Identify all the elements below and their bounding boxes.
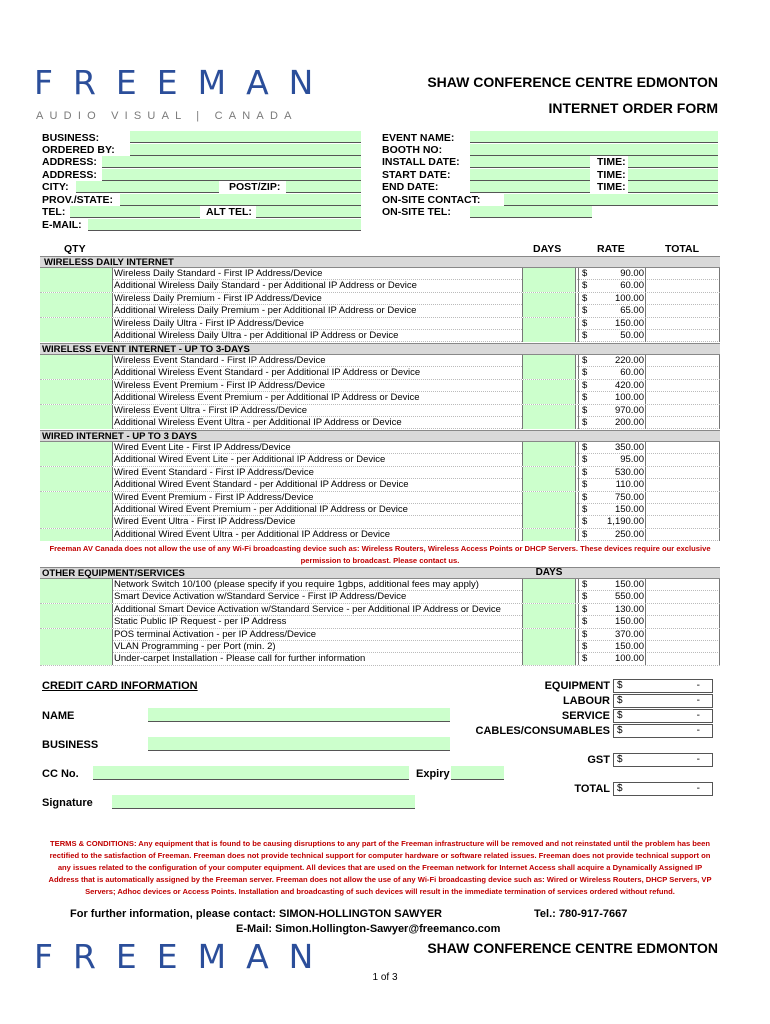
item-total [646, 405, 720, 417]
postzip-label: POST/ZIP: [229, 181, 281, 193]
line-item-row [40, 268, 720, 280]
line-item-row [40, 380, 720, 392]
onsite-contact-label: ON-SITE CONTACT: [382, 194, 481, 206]
days-input[interactable] [522, 616, 576, 628]
item-rate: 65.00 [620, 305, 644, 317]
summary-value: - [696, 680, 700, 691]
repeated-venue-title: SHAW CONFERENCE CENTRE EDMONTON [427, 940, 718, 956]
install-date-label: INSTALL DATE: [382, 156, 460, 168]
item-rate: 60.00 [620, 280, 644, 292]
other-days-header: DAYS [535, 567, 563, 578]
signature-label: Signature [42, 797, 93, 809]
summary-value: - [696, 783, 700, 794]
qty-input[interactable] [40, 293, 113, 305]
line-item-row [40, 405, 720, 417]
ordered-by-label: ORDERED BY: [42, 144, 115, 156]
item-description: Additional Wired Event Ultra - per Additional IP Address or Device [114, 528, 390, 540]
item-description: POS terminal Activation - per IP Address/Device [114, 628, 317, 640]
item-description: Network Switch 10/100 (please specify if you require 1gbps, additional fees may apply) [114, 579, 479, 590]
address1-label: ADDRESS: [42, 156, 97, 168]
line-item-row [40, 280, 720, 292]
days-input[interactable] [522, 330, 576, 342]
cc-number-label: CC No. [42, 768, 79, 780]
currency-symbol: $ [582, 355, 588, 366]
days-input[interactable] [522, 318, 576, 330]
currency-symbol: $ [582, 628, 588, 640]
item-description: VLAN Programming - per Port (min. 2) [114, 641, 276, 652]
line-item-row [40, 492, 720, 504]
logo-subtitle: AUDIO VISUAL | CANADA [36, 110, 298, 122]
line-item-row [40, 367, 720, 379]
line-item-row [40, 467, 720, 479]
item-total [646, 479, 720, 491]
item-description: Wired Event Ultra - First IP Address/Device [114, 516, 296, 528]
currency-symbol: $ [582, 616, 588, 628]
install-time-label: TIME: [597, 156, 626, 168]
summary-currency: $ [617, 680, 623, 691]
item-total [646, 454, 720, 466]
days-input[interactable] [522, 417, 576, 429]
line-item-row [40, 454, 720, 466]
cc-name-label: NAME [42, 710, 75, 722]
item-description: Wireless Event Ultra - First IP Address/Device [114, 404, 308, 416]
cc-expiry-label: Expiry [416, 768, 450, 780]
currency-symbol: $ [582, 641, 588, 652]
summary-label: GST [587, 754, 610, 766]
line-item-row [40, 417, 720, 429]
line-item-row [40, 653, 720, 665]
days-input[interactable] [522, 392, 576, 404]
item-description: Wireless Daily Premium - First IP Address/Device [114, 292, 322, 304]
item-total [646, 516, 720, 528]
venue-title: SHAW CONFERENCE CENTRE EDMONTON [427, 74, 718, 90]
days-input[interactable] [522, 268, 576, 280]
alt-tel-field[interactable] [256, 206, 361, 218]
page-number: 1 of 3 [372, 972, 398, 983]
summary-currency: $ [617, 695, 623, 706]
item-description: Under-carpet Installation - Please call for further information [114, 653, 366, 665]
currency-symbol: $ [582, 504, 588, 515]
onsite-contact-field[interactable] [504, 194, 718, 206]
item-rate: 530.00 [614, 466, 644, 478]
days-input[interactable] [522, 529, 576, 541]
currency-symbol: $ [582, 579, 588, 590]
item-rate: 150.00 [614, 579, 644, 590]
days-input[interactable] [522, 454, 576, 466]
days-input[interactable] [522, 355, 576, 367]
tel-field[interactable] [70, 206, 200, 218]
currency-symbol: $ [582, 379, 588, 391]
qty-input[interactable] [40, 467, 113, 479]
currency-symbol: $ [582, 603, 588, 615]
rate-column-header: RATE [597, 243, 625, 255]
terms-line1: TERMS & CONDITIONS: Any equipment that is found to be causing disruptions to any part of the Freeman infrastructure will be removed and not reinstated until the problem has been [49, 839, 711, 848]
days-input[interactable] [522, 367, 576, 379]
item-total [646, 355, 720, 367]
item-total [646, 268, 720, 280]
qty-input[interactable] [40, 479, 113, 491]
line-item-row [40, 529, 720, 541]
terms-line4: Address that is automatically assigned by the Freeman server. Freeman does not allow the use of any Wi-Fi broadcasting device such as: Wired or Wireless Routers, DHCP Servers, VP [48, 875, 712, 884]
qty-input[interactable] [40, 492, 113, 504]
start-time-label: TIME: [597, 169, 626, 181]
days-input[interactable] [522, 579, 576, 591]
item-rate: 200.00 [614, 417, 644, 428]
days-input[interactable] [522, 504, 576, 516]
summary-label: LABOUR [562, 695, 610, 707]
item-rate: 110.00 [615, 479, 644, 491]
item-description: Additional Wireless Event Ultra - per Additional IP Address or Device [114, 417, 402, 428]
line-item-row [40, 629, 720, 641]
email-label: E-MAIL: [42, 219, 82, 231]
line-item-row [40, 504, 720, 516]
item-rate: 550.00 [614, 591, 644, 603]
item-total [646, 293, 720, 305]
item-total [646, 641, 720, 653]
summary-currency: $ [617, 725, 623, 736]
business-field[interactable] [130, 131, 361, 143]
qty-input[interactable] [40, 529, 113, 541]
cc-name-field[interactable] [148, 708, 450, 722]
wifi-notice-line2: permission to broadcast. Please contact us. [300, 556, 460, 565]
item-rate: 95.00 [620, 454, 644, 466]
install-date-field[interactable] [470, 156, 590, 168]
qty-input[interactable] [40, 516, 113, 528]
item-description: Wireless Daily Ultra - First IP Address/Device [114, 317, 304, 329]
contact-email[interactable]: E-Mail: Simon.Hollington-Sawyer@freemanco.com [236, 923, 501, 935]
item-rate: 100.00 [614, 392, 644, 404]
item-rate: 100.00 [614, 292, 644, 304]
summary-value-box [613, 679, 713, 693]
days-input[interactable] [522, 280, 576, 292]
prov-label: PROV./STATE: [42, 194, 113, 206]
currency-symbol: $ [582, 280, 588, 292]
item-total [646, 330, 720, 342]
item-rate: 90.00 [620, 268, 644, 279]
booth-no-label: BOOTH NO: [382, 144, 443, 156]
line-item-row [40, 616, 720, 628]
summary-value-box [613, 694, 713, 708]
item-total [646, 629, 720, 641]
item-description: Smart Device Activation w/Standard Service - First IP Address/Device [114, 591, 407, 603]
days-input[interactable] [522, 516, 576, 528]
currency-symbol: $ [582, 330, 588, 341]
qty-input[interactable] [40, 591, 113, 603]
city-label: CITY: [42, 181, 69, 193]
qty-input[interactable] [40, 305, 113, 317]
days-input[interactable] [522, 629, 576, 641]
line-item-row [40, 330, 720, 342]
days-input[interactable] [522, 305, 576, 317]
summary-value: - [696, 725, 700, 736]
item-rate: 370.00 [614, 628, 644, 640]
item-description: Additional Wireless Daily Premium - per Additional IP Address or Device [114, 305, 417, 317]
qty-input[interactable] [40, 367, 113, 379]
summary-value: - [696, 710, 700, 721]
item-total [646, 380, 720, 392]
qty-input[interactable] [40, 504, 113, 516]
line-item-row [40, 641, 720, 653]
days-input[interactable] [522, 479, 576, 491]
item-total [646, 604, 720, 616]
days-input[interactable] [522, 653, 576, 665]
days-input[interactable] [522, 380, 576, 392]
summary-value-box [613, 782, 713, 796]
qty-input[interactable] [40, 454, 113, 466]
repeated-header-clip [0, 936, 770, 976]
repeated-freeman-logo: FREEMAN [34, 937, 334, 976]
event-name-field[interactable] [470, 131, 718, 143]
summary-value-box [613, 753, 713, 767]
currency-symbol: $ [582, 305, 588, 317]
currency-symbol: $ [582, 392, 588, 404]
address1-field[interactable] [102, 156, 361, 168]
summary-value-box [613, 709, 713, 723]
item-description: Additional Wireless Event Premium - per Additional IP Address or Device [114, 392, 420, 404]
summary-label: EQUIPMENT [544, 680, 610, 692]
item-description: Wired Event Premium - First IP Address/Device [114, 491, 314, 503]
alt-tel-label: ALT TEL: [206, 206, 252, 218]
item-rate: 220.00 [614, 355, 644, 366]
line-item-row [40, 318, 720, 330]
qty-input[interactable] [40, 392, 113, 404]
qty-input[interactable] [40, 280, 113, 292]
start-date-field[interactable] [470, 169, 590, 181]
item-rate: 50.00 [620, 330, 644, 341]
qty-input[interactable] [40, 330, 113, 342]
item-rate: 350.00 [614, 442, 644, 453]
item-rate: 60.00 [620, 367, 644, 379]
event-name-label: EVENT NAME: [382, 132, 455, 144]
qty-column-header: QTY [64, 243, 86, 255]
item-description: Wired Event Lite - First IP Address/Device [114, 442, 291, 453]
cc-number-field[interactable] [93, 766, 409, 780]
currency-symbol: $ [582, 466, 588, 478]
contact-line: For further information, please contact: SIMON-HOLLINGTON SAWYER [70, 908, 442, 920]
currency-symbol: $ [582, 479, 588, 491]
contact-tel: Tel.: 780-917-7667 [534, 908, 628, 920]
postzip-field[interactable] [286, 181, 361, 193]
form-title: INTERNET ORDER FORM [548, 100, 718, 116]
city-field[interactable] [76, 181, 219, 193]
line-item-row [40, 392, 720, 404]
terms-line3: any issues related to the configuration of your computer equipment. All devices that are used on the Freeman network for Internet Access shall acquire a Dynamically Assigned IP [57, 863, 703, 872]
item-description: Additional Wireless Event Standard - per Additional IP Address or Device [114, 367, 421, 379]
item-total [646, 579, 720, 591]
item-description: Additional Wireless Daily Ultra - per Additional IP Address or Device [114, 330, 399, 341]
qty-input[interactable] [40, 318, 113, 330]
summary-currency: $ [617, 710, 623, 721]
summary-label: TOTAL [574, 783, 610, 795]
days-input[interactable] [522, 591, 576, 603]
line-item-row [40, 355, 720, 367]
currency-symbol: $ [582, 528, 588, 540]
line-item-row [40, 591, 720, 603]
currency-symbol: $ [582, 292, 588, 304]
item-description: Additional Wired Event Standard - per Additional IP Address or Device [114, 479, 409, 491]
qty-input[interactable] [40, 355, 113, 367]
item-total [646, 442, 720, 454]
item-description: Wireless Event Premium - First IP Address/Device [114, 379, 325, 391]
item-description: Wired Event Standard - First IP Address/Device [114, 466, 314, 478]
days-input[interactable] [522, 641, 576, 653]
line-item-row [40, 305, 720, 317]
total-column-header: TOTAL [665, 243, 700, 255]
currency-symbol: $ [582, 591, 588, 603]
line-item-row [40, 442, 720, 454]
item-rate: 130.00 [614, 603, 644, 615]
item-rate: 100.00 [614, 653, 644, 665]
qty-input[interactable] [40, 604, 113, 616]
qty-input[interactable] [40, 405, 113, 417]
summary-currency: $ [617, 754, 623, 765]
start-date-label: START DATE: [382, 169, 451, 181]
item-rate: 250.00 [614, 528, 644, 540]
currency-symbol: $ [582, 404, 588, 416]
end-time-label: TIME: [597, 181, 626, 193]
section-other-equipment: OTHER EQUIPMENT/SERVICES [40, 567, 720, 579]
item-total [646, 492, 720, 504]
summary-value: - [696, 695, 700, 706]
terms-line5: Servers; Adhoc devices or Access Points. Installation and broadcasting of such devices will result in the immediate termination of services ordered without refund. [85, 887, 675, 896]
item-total [646, 467, 720, 479]
item-total [646, 392, 720, 404]
item-total [646, 504, 720, 516]
cc-expiry-field[interactable] [451, 766, 504, 780]
wifi-notice-line1: Freeman AV Canada does not allow the use of any Wi-Fi broadcasting device such as: Wireless Routers, Wireless Access Points or DHCP Servers. These devices require our exclusive [49, 544, 711, 553]
qty-input[interactable] [40, 641, 113, 653]
summary-label: CABLES/CONSUMABLES [475, 725, 610, 737]
item-rate: 970.00 [614, 404, 644, 416]
days-input[interactable] [522, 442, 576, 454]
qty-input[interactable] [40, 653, 113, 665]
item-description: Wireless Daily Standard - First IP Address/Device [114, 268, 323, 279]
days-column-header: DAYS [533, 243, 562, 255]
item-description: Additional Wired Event Premium - per Additional IP Address or Device [114, 504, 408, 515]
item-total [646, 417, 720, 429]
address2-field[interactable] [102, 169, 361, 181]
item-total [646, 318, 720, 330]
item-total [646, 367, 720, 379]
item-rate: 150.00 [614, 504, 644, 515]
qty-input[interactable] [40, 417, 113, 429]
qty-input[interactable] [40, 380, 113, 392]
currency-symbol: $ [582, 417, 588, 428]
qty-input[interactable] [40, 629, 113, 641]
cc-business-field[interactable] [148, 737, 450, 751]
currency-symbol: $ [582, 442, 588, 453]
item-rate: 150.00 [614, 641, 644, 652]
business-label: BUSINESS: [42, 132, 100, 144]
end-date-label: END DATE: [382, 181, 439, 193]
item-description: Additional Wired Event Lite - per Additional IP Address or Device [114, 454, 386, 466]
qty-input[interactable] [40, 268, 113, 280]
ordered-by-field[interactable] [130, 144, 361, 156]
item-description: Additional Wireless Daily Standard - per Additional IP Address or Device [114, 280, 417, 292]
end-date-field[interactable] [470, 181, 590, 193]
freeman-logo: FREEMAN [34, 63, 334, 102]
days-input[interactable] [522, 467, 576, 479]
item-total [646, 305, 720, 317]
cc-business-label: BUSINESS [42, 739, 99, 751]
start-time-field[interactable] [628, 169, 718, 181]
currency-symbol: $ [582, 454, 588, 466]
credit-card-title: CREDIT CARD INFORMATION [42, 680, 198, 692]
days-input[interactable] [522, 293, 576, 305]
item-total [646, 616, 720, 628]
section-wired-internet: WIRED INTERNET - UP TO 3 DAYS [40, 430, 720, 442]
item-total [646, 529, 720, 541]
end-time-field[interactable] [628, 181, 718, 193]
item-description: Additional Smart Device Activation w/Standard Service - per Additional IP Address or Device [114, 603, 501, 615]
tel-label: TEL: [42, 206, 66, 218]
email-field[interactable] [88, 219, 361, 231]
summary-currency: $ [617, 783, 623, 794]
qty-input[interactable] [40, 616, 113, 628]
onsite-tel-field[interactable] [470, 206, 592, 218]
item-total [646, 653, 720, 665]
currency-symbol: $ [582, 491, 588, 503]
summary-value-box [613, 724, 713, 738]
currency-symbol: $ [582, 367, 588, 379]
line-item-row [40, 604, 720, 616]
item-rate: 750.00 [614, 491, 644, 503]
booth-no-field[interactable] [470, 144, 718, 156]
item-rate: 420.00 [614, 379, 644, 391]
summary-label: SERVICE [561, 710, 610, 722]
item-description: Wireless Event Standard - First IP Address/Device [114, 355, 326, 366]
section-wireless-daily: WIRELESS DAILY INTERNET [40, 256, 720, 268]
currency-symbol: $ [582, 516, 588, 528]
item-rate: 1,190.00 [607, 516, 644, 528]
item-rate: 150.00 [614, 317, 644, 329]
item-rate: 150.00 [614, 616, 644, 628]
item-total [646, 591, 720, 603]
address2-label: ADDRESS: [42, 169, 97, 181]
line-item-row [40, 479, 720, 491]
onsite-tel-label: ON-SITE TEL: [382, 206, 451, 218]
days-input[interactable] [522, 405, 576, 417]
install-time-field[interactable] [628, 156, 718, 168]
summary-value: - [696, 754, 700, 765]
line-item-row [40, 293, 720, 305]
qty-input[interactable] [40, 579, 113, 591]
days-input[interactable] [522, 492, 576, 504]
currency-symbol: $ [582, 317, 588, 329]
signature-field[interactable] [112, 795, 415, 809]
item-description: Static Public IP Request - per IP Address [114, 616, 287, 628]
currency-symbol: $ [582, 653, 588, 665]
qty-input[interactable] [40, 442, 113, 454]
terms-line2: rectified to the satisfaction of Freeman. Freeman does not provide technical support for computer hardware or software related issues. Freeman does not provide technical support on [49, 851, 711, 860]
prov-field[interactable] [120, 194, 361, 206]
line-item-row [40, 579, 720, 591]
item-total [646, 280, 720, 292]
days-input[interactable] [522, 604, 576, 616]
currency-symbol: $ [582, 268, 588, 279]
section-wireless-event: WIRELESS EVENT INTERNET - UP TO 3-DAYS [40, 343, 720, 355]
line-item-row [40, 516, 720, 528]
